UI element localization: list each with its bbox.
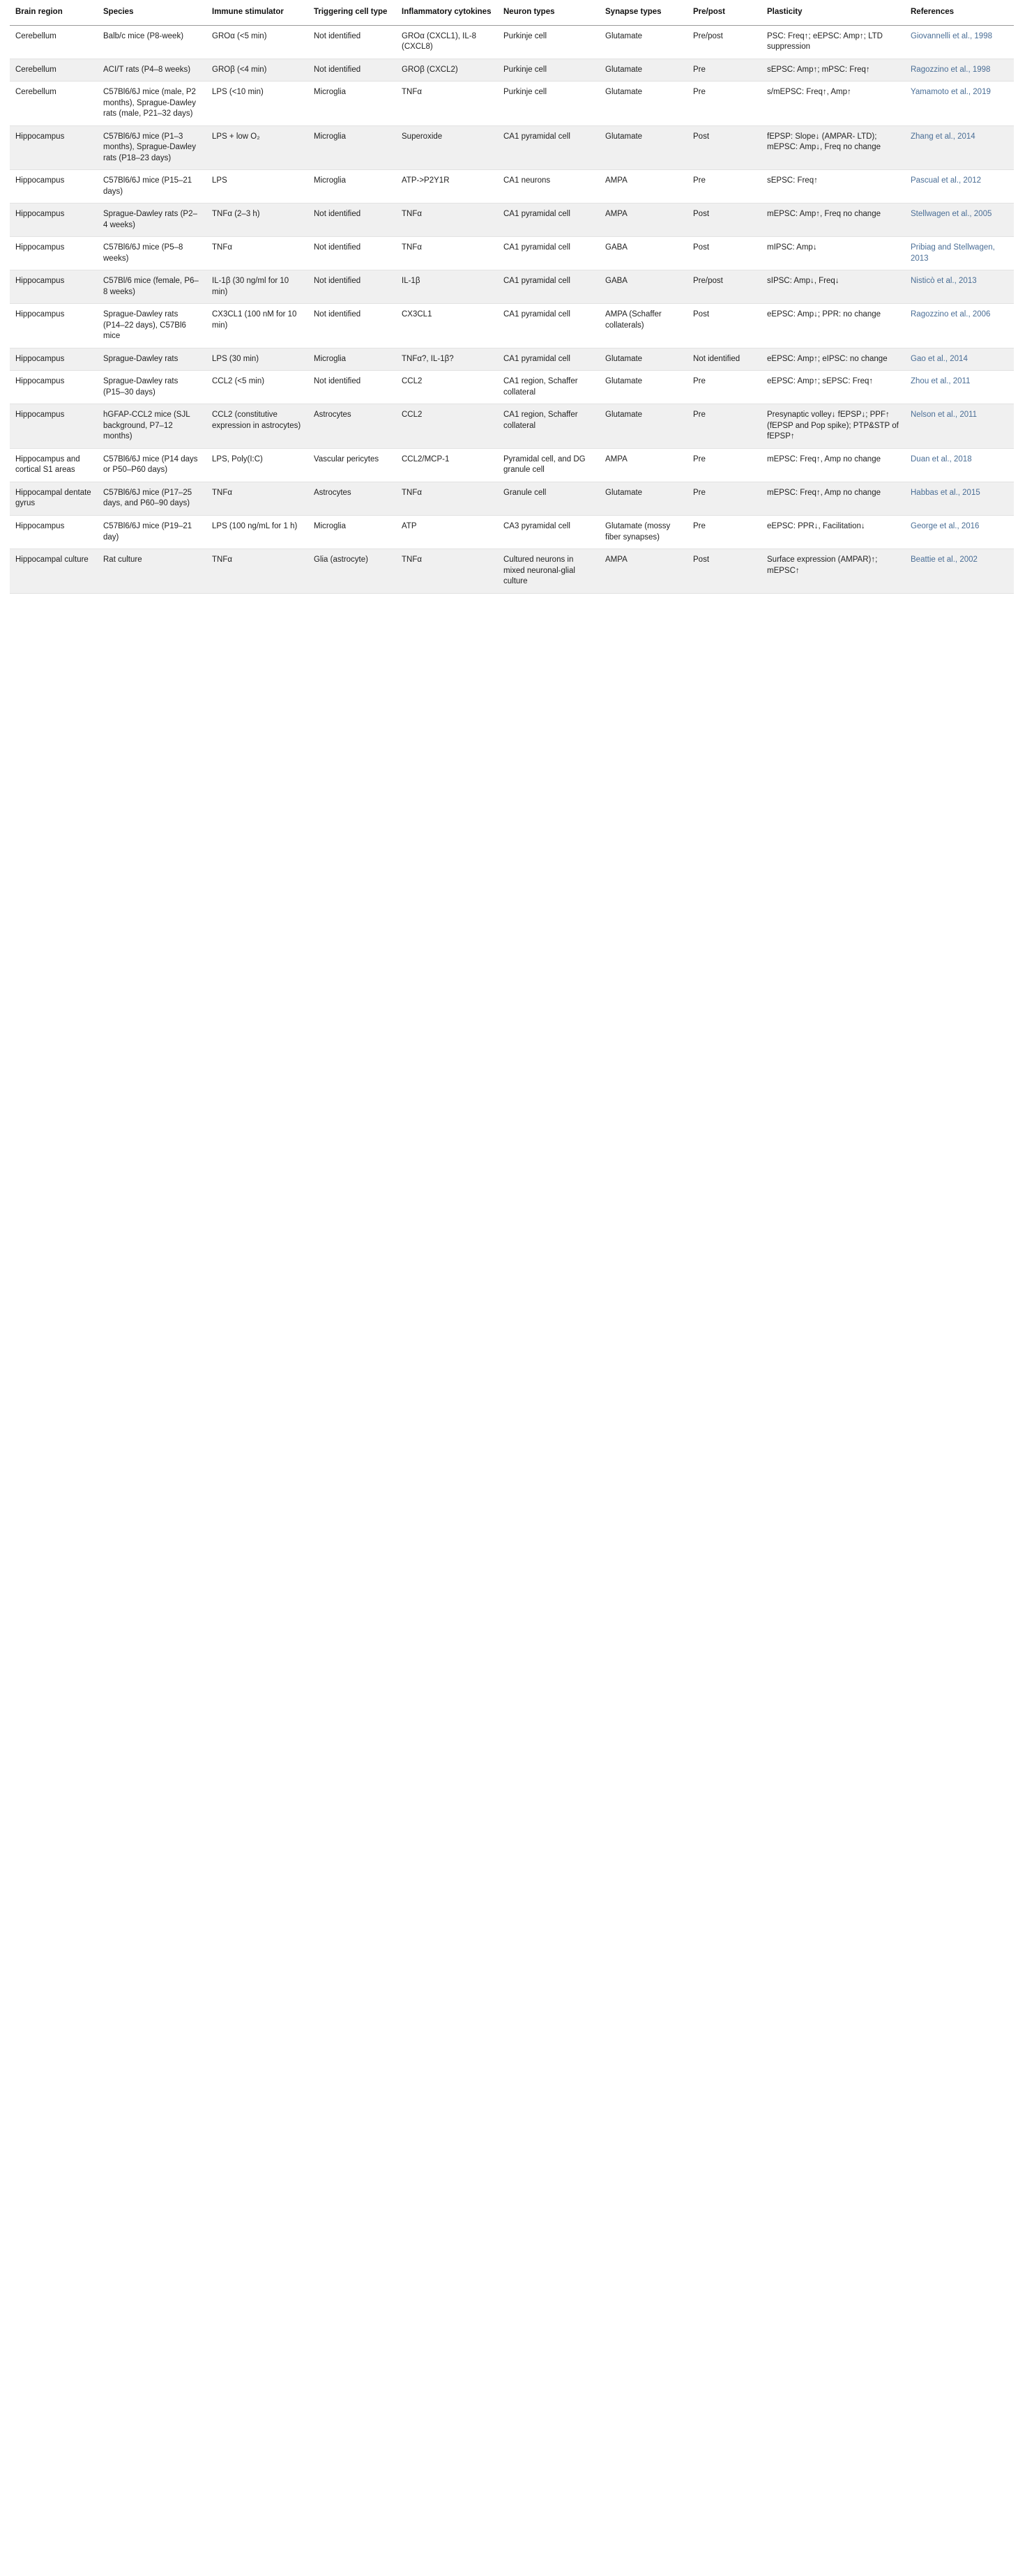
table-row — [10, 515, 1014, 549]
table-cell: CA1 pyramidal cell — [498, 348, 600, 371]
table-cell: Not identified — [308, 204, 396, 237]
table-cell: Hippocampus — [10, 371, 98, 404]
table-cell: Glutamate — [600, 404, 687, 449]
table-cell: eEPSC: Amp↑; eIPSC: no change — [761, 348, 905, 371]
table-cell: GABA — [600, 270, 687, 304]
table-cell: Hippocampus — [10, 204, 98, 237]
table-cell: TNFα — [396, 482, 498, 515]
table-cell: Post — [687, 304, 761, 348]
table-cell: IL-1β (30 ng/ml for 10 min) — [206, 270, 308, 304]
table-cell: Superoxide — [396, 125, 498, 170]
table-cell: AMPA — [600, 549, 687, 594]
table-cell: Not identified — [308, 59, 396, 82]
table-cell: PSC: Freq↑; eEPSC: Amp↑; LTD suppression — [761, 25, 905, 59]
table-cell: Not identified — [687, 348, 761, 371]
table-cell: Hippocampal culture — [10, 549, 98, 594]
table-cell: Glutamate — [600, 125, 687, 170]
table-cell: ACI/T rats (P4–8 weeks) — [98, 59, 206, 82]
table-cell: Granule cell — [498, 482, 600, 515]
table-cell: fEPSP: Slope↓ (AMPAR- LTD); mEPSC: Amp↓, Freq no change — [761, 125, 905, 170]
table-cell: Glutamate — [600, 25, 687, 59]
table-cell: Not identified — [308, 237, 396, 270]
table-cell: sEPSC: Freq↑ — [761, 170, 905, 204]
table-cell: CA1 pyramidal cell — [498, 270, 600, 304]
table-cell: mEPSC: Amp↑, Freq no change — [761, 204, 905, 237]
table-cell: IL-1β — [396, 270, 498, 304]
table-cell: Giovannelli et al., 1998 — [905, 25, 1014, 59]
table-cell: mEPSC: Freq↑, Amp no change — [761, 448, 905, 482]
table-cell: Cerebellum — [10, 25, 98, 59]
table-cell: CA1 pyramidal cell — [498, 237, 600, 270]
table-cell: mIPSC: Amp↓ — [761, 237, 905, 270]
table-cell: Hippocampus — [10, 270, 98, 304]
table-cell: Sprague-Dawley rats — [98, 348, 206, 371]
table-cell: CA1 region, Schaffer collateral — [498, 371, 600, 404]
table-cell: sIPSC: Amp↓, Freq↓ — [761, 270, 905, 304]
summary-table — [10, 0, 1014, 594]
table-cell: Sprague-Dawley rats (P15–30 days) — [98, 371, 206, 404]
table-cell: TNFα — [206, 237, 308, 270]
table-cell: Microglia — [308, 170, 396, 204]
table-row — [10, 25, 1014, 59]
table-row — [10, 59, 1014, 82]
table-cell: s/mEPSC: Freq↑, Amp↑ — [761, 82, 905, 126]
table-cell: Zhou et al., 2011 — [905, 371, 1014, 404]
table-cell: LPS (30 min) — [206, 348, 308, 371]
table-cell: Astrocytes — [308, 482, 396, 515]
table-cell: TNFα — [396, 549, 498, 594]
table-cell: Gao et al., 2014 — [905, 348, 1014, 371]
table-cell: CA1 pyramidal cell — [498, 304, 600, 348]
table-cell: GROα (CXCL1), IL-8 (CXCL8) — [396, 25, 498, 59]
table-cell: ATP — [396, 515, 498, 549]
table-cell: Pre — [687, 404, 761, 449]
table-cell: Surface expression (AMPAR)↑; mEPSC↑ — [761, 549, 905, 594]
table-cell: Microglia — [308, 82, 396, 126]
table-cell: Microglia — [308, 125, 396, 170]
table-cell: Presynaptic volley↓ fEPSP↓; PPF↑ (fEPSP and Pop spike); PTP&STP of fEPSP↑ — [761, 404, 905, 449]
table-cell: AMPA — [600, 204, 687, 237]
table-row — [10, 448, 1014, 482]
table-cell: CX3CL1 (100 nM for 10 min) — [206, 304, 308, 348]
table-cell: Glutamate — [600, 482, 687, 515]
table-cell: Nelson et al., 2011 — [905, 404, 1014, 449]
table-cell: Duan et al., 2018 — [905, 448, 1014, 482]
table-cell: CA1 region, Schaffer collateral — [498, 404, 600, 449]
table-cell: Pascual et al., 2012 — [905, 170, 1014, 204]
table-cell: LPS, Poly(I:C) — [206, 448, 308, 482]
table-cell: GROβ (CXCL2) — [396, 59, 498, 82]
table-cell: Not identified — [308, 304, 396, 348]
table-cell: CCL2 — [396, 404, 498, 449]
column-header: Brain region — [10, 0, 98, 25]
table-row — [10, 348, 1014, 371]
header-row — [10, 0, 1014, 25]
table-cell: Hippocampus — [10, 125, 98, 170]
table-cell: Pribiag and Stellwagen, 2013 — [905, 237, 1014, 270]
table-cell: Pre — [687, 59, 761, 82]
column-header: Inflammatory cytokines — [396, 0, 498, 25]
column-header: Synapse types — [600, 0, 687, 25]
table-cell: CCL2 (constitutive expression in astrocytes) — [206, 404, 308, 449]
table-cell: hGFAP-CCL2 mice (SJL background, P7–12 months) — [98, 404, 206, 449]
table-cell: Post — [687, 237, 761, 270]
column-header: Pre/post — [687, 0, 761, 25]
table-cell: Ragozzino et al., 1998 — [905, 59, 1014, 82]
table-cell: Sprague-Dawley rats (P14–22 days), C57Bl6 mice — [98, 304, 206, 348]
column-header: Species — [98, 0, 206, 25]
table-row — [10, 204, 1014, 237]
table-cell: Post — [687, 204, 761, 237]
table-cell: CA1 pyramidal cell — [498, 125, 600, 170]
table-cell: Yamamoto et al., 2019 — [905, 82, 1014, 126]
table-cell: LPS + low O₂ — [206, 125, 308, 170]
table-cell: C57Bl6/6J mice (P1–3 months), Sprague-Dawley rats (P18–23 days) — [98, 125, 206, 170]
table-cell: C57Bl6/6J mice (P5–8 weeks) — [98, 237, 206, 270]
table-cell: TNFα — [396, 82, 498, 126]
table-cell: CA3 pyramidal cell — [498, 515, 600, 549]
table-cell: AMPA (Schaffer collaterals) — [600, 304, 687, 348]
table-cell: Pyramidal cell, and DG granule cell — [498, 448, 600, 482]
table-cell: LPS — [206, 170, 308, 204]
table-row — [10, 270, 1014, 304]
table-cell: Hippocampus — [10, 170, 98, 204]
table-cell: Hippocampus — [10, 348, 98, 371]
table-cell: TNFα — [206, 549, 308, 594]
column-header: Plasticity — [761, 0, 905, 25]
table-cell: Pre — [687, 82, 761, 126]
table-cell: Hippocampus — [10, 404, 98, 449]
table-cell: Glutamate — [600, 82, 687, 126]
table-cell: Cultured neurons in mixed neuronal-glial culture — [498, 549, 600, 594]
table-cell: TNFα (2–3 h) — [206, 204, 308, 237]
table-cell: GROβ (<4 min) — [206, 59, 308, 82]
table-cell: Astrocytes — [308, 404, 396, 449]
table-cell: Post — [687, 549, 761, 594]
table-cell: LPS (<10 min) — [206, 82, 308, 126]
table-cell: Glia (astrocyte) — [308, 549, 396, 594]
table-cell: Cerebellum — [10, 82, 98, 126]
table-cell: Vascular pericytes — [308, 448, 396, 482]
paper-page — [0, 0, 1018, 594]
column-header: Neuron types — [498, 0, 600, 25]
table-cell: Pre/post — [687, 270, 761, 304]
table-cell: CCL2 (<5 min) — [206, 371, 308, 404]
table-cell: Pre — [687, 448, 761, 482]
table-cell: CA1 neurons — [498, 170, 600, 204]
table-cell: Rat culture — [98, 549, 206, 594]
table-cell: Pre — [687, 371, 761, 404]
table-cell: George et al., 2016 — [905, 515, 1014, 549]
table-cell: sEPSC: Amp↑; mPSC: Freq↑ — [761, 59, 905, 82]
table-cell: Glutamate — [600, 348, 687, 371]
table-cell: CCL2 — [396, 371, 498, 404]
table-cell: eEPSC: PPR↓, Facilitation↓ — [761, 515, 905, 549]
table-cell: Zhang et al., 2014 — [905, 125, 1014, 170]
table-cell: Not identified — [308, 371, 396, 404]
table-cell: LPS (100 ng/mL for 1 h) — [206, 515, 308, 549]
table-row — [10, 170, 1014, 204]
table-cell: Pre — [687, 170, 761, 204]
table-body — [10, 25, 1014, 593]
table-row — [10, 404, 1014, 449]
table-cell: C57Bl6/6J mice (P14 days or P50–P60 days) — [98, 448, 206, 482]
table-cell: Purkinje cell — [498, 59, 600, 82]
table-cell: TNFα — [206, 482, 308, 515]
table-cell: Stellwagen et al., 2005 — [905, 204, 1014, 237]
table-cell: C57Bl6/6J mice (P19–21 day) — [98, 515, 206, 549]
table-cell: Microglia — [308, 515, 396, 549]
table-cell: Post — [687, 125, 761, 170]
table-cell: Purkinje cell — [498, 82, 600, 126]
table-cell: eEPSC: Amp↑; sEPSC: Freq↑ — [761, 371, 905, 404]
table-cell: mEPSC: Freq↑, Amp no change — [761, 482, 905, 515]
table-cell: Hippocampus — [10, 237, 98, 270]
table-cell: Glutamate — [600, 59, 687, 82]
table-header — [10, 0, 1014, 25]
table-cell: ATP->P2Y1R — [396, 170, 498, 204]
table-cell: C57Bl/6 mice (female, P6–8 weeks) — [98, 270, 206, 304]
column-header: Triggering cell type — [308, 0, 396, 25]
table-cell: Pre — [687, 482, 761, 515]
table-cell: Purkinje cell — [498, 25, 600, 59]
table-cell: C57Bl6/6J mice (P17–25 days, and P60–90 days) — [98, 482, 206, 515]
table-cell: Glutamate (mossy fiber synapses) — [600, 515, 687, 549]
table-cell: Beattie et al., 2002 — [905, 549, 1014, 594]
table-cell: Microglia — [308, 348, 396, 371]
table-cell: Hippocampus — [10, 515, 98, 549]
table-row — [10, 371, 1014, 404]
table-cell: C57Bl6/6J mice (P15–21 days) — [98, 170, 206, 204]
column-header: References — [905, 0, 1014, 25]
table-cell: C57Bl6/6J mice (male, P2 months), Sprague-Dawley rats (male, P21–32 days) — [98, 82, 206, 126]
table-cell: Ragozzino et al., 2006 — [905, 304, 1014, 348]
table-cell: Hippocampus and cortical S1 areas — [10, 448, 98, 482]
table-cell: Pre — [687, 515, 761, 549]
table-cell: Sprague-Dawley rats (P2–4 weeks) — [98, 204, 206, 237]
table-cell: CA1 pyramidal cell — [498, 204, 600, 237]
table-cell: GROα (<5 min) — [206, 25, 308, 59]
table-cell: TNFα?, IL-1β? — [396, 348, 498, 371]
table-cell: Nisticò et al., 2013 — [905, 270, 1014, 304]
table-cell: Not identified — [308, 270, 396, 304]
table-cell: AMPA — [600, 448, 687, 482]
column-header: Immune stimulator — [206, 0, 308, 25]
table-cell: CCL2/MCP-1 — [396, 448, 498, 482]
table-row — [10, 482, 1014, 515]
table-row — [10, 304, 1014, 348]
table-cell: AMPA — [600, 170, 687, 204]
table-row — [10, 125, 1014, 170]
table-row — [10, 549, 1014, 594]
table-cell: eEPSC: Amp↓; PPR: no change — [761, 304, 905, 348]
table-cell: Not identified — [308, 25, 396, 59]
table-cell: Habbas et al., 2015 — [905, 482, 1014, 515]
table-cell: GABA — [600, 237, 687, 270]
table-cell: TNFα — [396, 204, 498, 237]
table-cell: Balb/c mice (P8-week) — [98, 25, 206, 59]
table-cell: Pre/post — [687, 25, 761, 59]
table-cell: Glutamate — [600, 371, 687, 404]
table-cell: TNFα — [396, 237, 498, 270]
table-row — [10, 82, 1014, 126]
table-row — [10, 237, 1014, 270]
table-cell: Hippocampus — [10, 304, 98, 348]
table-cell: Hippocampal dentate gyrus — [10, 482, 98, 515]
table-cell: CX3CL1 — [396, 304, 498, 348]
table-cell: Cerebellum — [10, 59, 98, 82]
